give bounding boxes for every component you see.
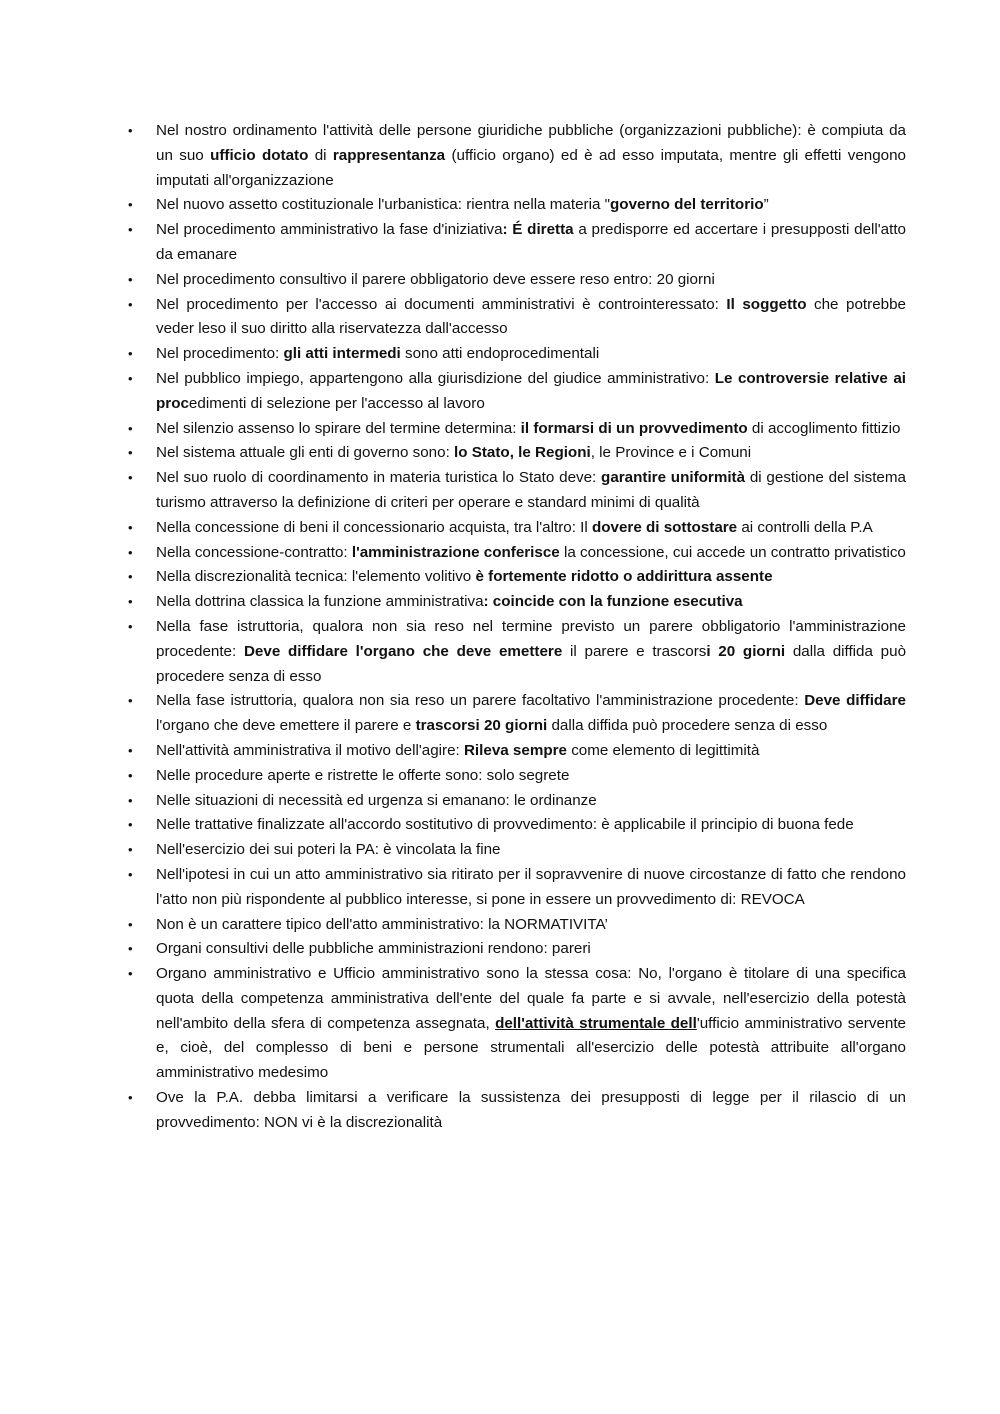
item-text: Nel nuovo assetto costituzionale l'urbanistica: rientra nella materia " xyxy=(156,196,611,214)
list-item xyxy=(128,838,906,863)
bold-text: gli atti intermedi xyxy=(283,345,401,363)
item-text: Non è un carattere tipico dell'atto amministrativo: la NORMATIVITA’ xyxy=(156,915,608,933)
item-text: Organo amministrativo e Ufficio amministrativo sono la stessa cosa: No, l'organo è titolare di una specifica quota della competenza amministrativa dell'ente del quale fa parte e si avvale, nell'esercizio della potestà nell'ambito della sfera di competenza assegnata, xyxy=(156,965,906,1032)
bold-text: : coincide con la funzione esecutiva xyxy=(483,593,743,611)
bullet-icon: • xyxy=(128,966,133,982)
list-item xyxy=(128,615,906,689)
bullet-icon: • xyxy=(128,519,133,535)
bold-text: Le controversie relative ai proc xyxy=(156,369,907,412)
list-item xyxy=(128,119,906,193)
bullet-icon: • xyxy=(128,594,133,610)
bold-text: i 20 giorni xyxy=(706,642,786,660)
item-text: a predisporre ed accertare i presupposti dell'atto da emanare xyxy=(156,221,906,263)
bold-text: Rileva sempre xyxy=(463,741,567,759)
bullet-icon: • xyxy=(128,1090,133,1106)
list-item xyxy=(128,913,906,938)
item-text: di accoglimento fittizio xyxy=(747,419,901,437)
item-text: come elemento di legittimità xyxy=(566,741,760,759)
bullet-icon: • xyxy=(128,420,133,436)
list-item xyxy=(128,937,906,962)
list-item xyxy=(128,1086,906,1136)
item-text: Nella fase istruttoria, qualora non sia reso un parere facoltativo l'amministrazione procedente: xyxy=(156,692,805,710)
bullet-icon: • xyxy=(128,271,133,287)
item-text: Nella dottrina classica la funzione amministrativa xyxy=(156,593,484,611)
bold-text: trascorsi 20 giorni xyxy=(415,717,548,735)
list-item xyxy=(128,962,906,1086)
bullet-icon: • xyxy=(128,222,133,238)
bold-text: lo Stato, le Regioni xyxy=(454,444,591,462)
bullet-icon: • xyxy=(128,842,133,858)
item-text: Nel silenzio assenso lo spirare del termine determina: xyxy=(156,419,521,437)
bullet-icon: • xyxy=(128,866,133,882)
list-item xyxy=(128,590,906,615)
bullet-icon: • xyxy=(128,693,133,709)
bold-text: il formarsi di un provvedimento xyxy=(520,419,748,437)
item-text: Nel nostro ordinamento l'attività delle persone giuridiche pubbliche (organizzazioni pubbliche): è compiuta da un suo xyxy=(156,122,906,164)
bullet-icon: • xyxy=(128,296,133,312)
bold-text: l'amministrazione conferisce xyxy=(351,543,560,561)
bold-text: : É diretta xyxy=(502,221,574,239)
list-item xyxy=(128,417,906,442)
item-text: di gestione del sistema turismo attraverso la definizione di criteri per operare e standard minimi di qualità xyxy=(156,469,906,511)
bullet-icon: • xyxy=(128,544,133,560)
list-item xyxy=(128,218,906,268)
list-item xyxy=(128,441,906,466)
item-text: Organi consultivi delle pubbliche amministrazioni rendono: pareri xyxy=(156,940,591,958)
list-item xyxy=(128,764,906,789)
bullet-icon: • xyxy=(128,346,133,362)
item-text: Ove la P.A. debba limitarsi a verificare la sussistenza dei presupposti di legge per il rilascio di un provvedimento: NON vi è la discrezionalità xyxy=(156,1089,906,1131)
bold-text: Deve diffidare l'organo che deve emettere xyxy=(243,642,563,660)
bullet-icon: • xyxy=(128,123,133,138)
list-item xyxy=(128,516,906,541)
item-text: Nell'esercizio dei sui poteri la PA: è vincolata la fine xyxy=(156,841,501,859)
item-text: Nel sistema attuale gli enti di governo sono: xyxy=(156,444,455,462)
bullet-icon: • xyxy=(128,370,133,386)
bullet-icon: • xyxy=(128,742,133,758)
underlined-bold-text: dell'attività strumentale dell xyxy=(495,1014,697,1032)
item-text: Nelle situazioni di necessità ed urgenza si emanano: le ordinanze xyxy=(156,791,597,809)
bullet-icon: • xyxy=(128,197,133,213)
item-text: , le Province e i Comuni xyxy=(590,444,752,462)
bold-text: dovere di sottostare xyxy=(591,518,738,536)
item-text: 'ufficio amministrativo servente e, cioè, del complesso di beni e persone strumentali all'esercizio delle potestà attribuite all'organo amministrativo medesimo xyxy=(156,1014,907,1082)
item-text: ai controlli della P.A xyxy=(737,518,873,536)
item-text: Nella concessione di beni il concessionario acquista, tra l'altro: Il xyxy=(156,518,592,536)
list-item xyxy=(128,342,906,367)
list-item xyxy=(128,689,906,739)
list-item xyxy=(128,565,906,590)
item-text: Nelle procedure aperte e ristrette le offerte sono: solo segrete xyxy=(156,766,570,784)
item-text: ” xyxy=(763,196,769,214)
bullet-icon: • xyxy=(128,941,133,957)
bold-text: garantire uniformità xyxy=(601,469,746,487)
item-text: Nella concessione-contratto: xyxy=(156,543,352,561)
bullet-icon: • xyxy=(128,445,133,461)
item-text: Nel procedimento consultivo il parere obbligatorio deve essere reso entro: 20 giorni xyxy=(156,270,715,288)
item-text: che potrebbe veder leso il suo diritto alla riservatezza dall'accesso xyxy=(156,295,906,338)
item-text: sono atti endoprocedimentali xyxy=(400,345,600,363)
item-text: la concessione, cui accede un contratto privatistico xyxy=(559,543,906,561)
bullet-icon: • xyxy=(128,916,133,932)
question-answer-list xyxy=(128,119,906,1136)
list-item xyxy=(128,367,906,417)
list-item xyxy=(128,863,906,913)
bullet-icon: • xyxy=(128,569,133,585)
item-text: Nell'attività amministrativa il motivo dell'agire: xyxy=(156,741,464,759)
list-item xyxy=(128,739,906,764)
item-text: Nella fase istruttoria, qualora non sia reso nel termine previsto un parere obbligatorio l'amministrazione procedente: xyxy=(156,617,906,660)
list-item xyxy=(128,789,906,814)
list-item xyxy=(128,193,906,218)
item-text: Nel suo ruolo di coordinamento in materia turistica lo Stato deve: xyxy=(156,469,602,487)
bold-text: ufficio dotato xyxy=(210,146,309,164)
list-item xyxy=(128,293,906,343)
bold-text: Deve diffidare xyxy=(804,692,906,710)
bold-text: è fortemente ridotto o addirittura assente xyxy=(475,568,773,586)
bullet-icon: • xyxy=(128,470,133,486)
item-text: Nell'ipotesi in cui un atto amministrativo sia ritirato per il sopravvenire di nuove circostanze di fatto che rendono l'atto non più rispondente al pubblico interesse, si pone in essere un provvedimento di: REVOCA xyxy=(156,865,906,908)
item-text: Nel procedimento per l'accesso ai documenti amministrativi è controinteressato: xyxy=(156,295,727,313)
list-item xyxy=(128,466,906,516)
list-item xyxy=(128,813,906,838)
bullet-icon: • xyxy=(128,618,133,634)
item-text: Nel pubblico impiego, appartengono alla giurisdizione del giudice amministrativo: xyxy=(156,369,715,387)
bullet-icon: • xyxy=(128,792,133,808)
bold-text: Il soggetto xyxy=(726,295,807,313)
item-text: dalla diffida può procedere senza di esso xyxy=(156,642,907,685)
list-item xyxy=(128,541,906,566)
item-text: dalla diffida può procedere senza di esso xyxy=(547,717,828,735)
bold-text: rappresentanza xyxy=(332,146,446,164)
item-text: Nelle trattative finalizzate all'accordo sostitutivo di provvedimento: è applicabile il principio di buona fede xyxy=(156,816,854,834)
item-text: l'organo che deve emettere il parere e xyxy=(156,717,416,735)
item-text: Nella discrezionalità tecnica: l'elemento volitivo xyxy=(156,568,476,586)
list-item xyxy=(128,268,906,293)
item-text: (ufficio organo) ed è ad esso imputata, mentre gli effetti vengono imputati all'organizzazione xyxy=(156,146,907,189)
item-text: Nel procedimento amministrativo la fase d'iniziativa xyxy=(156,221,503,239)
bullet-icon: • xyxy=(128,767,133,783)
bullet-icon: • xyxy=(128,817,133,833)
item-text: il parere e trascors xyxy=(562,642,707,660)
item-text: edimenti di selezione per l'accesso al lavoro xyxy=(188,394,485,412)
item-text: di xyxy=(308,146,333,164)
item-text: Nel procedimento: xyxy=(156,345,284,363)
bold-text: governo del territorio xyxy=(610,196,764,214)
